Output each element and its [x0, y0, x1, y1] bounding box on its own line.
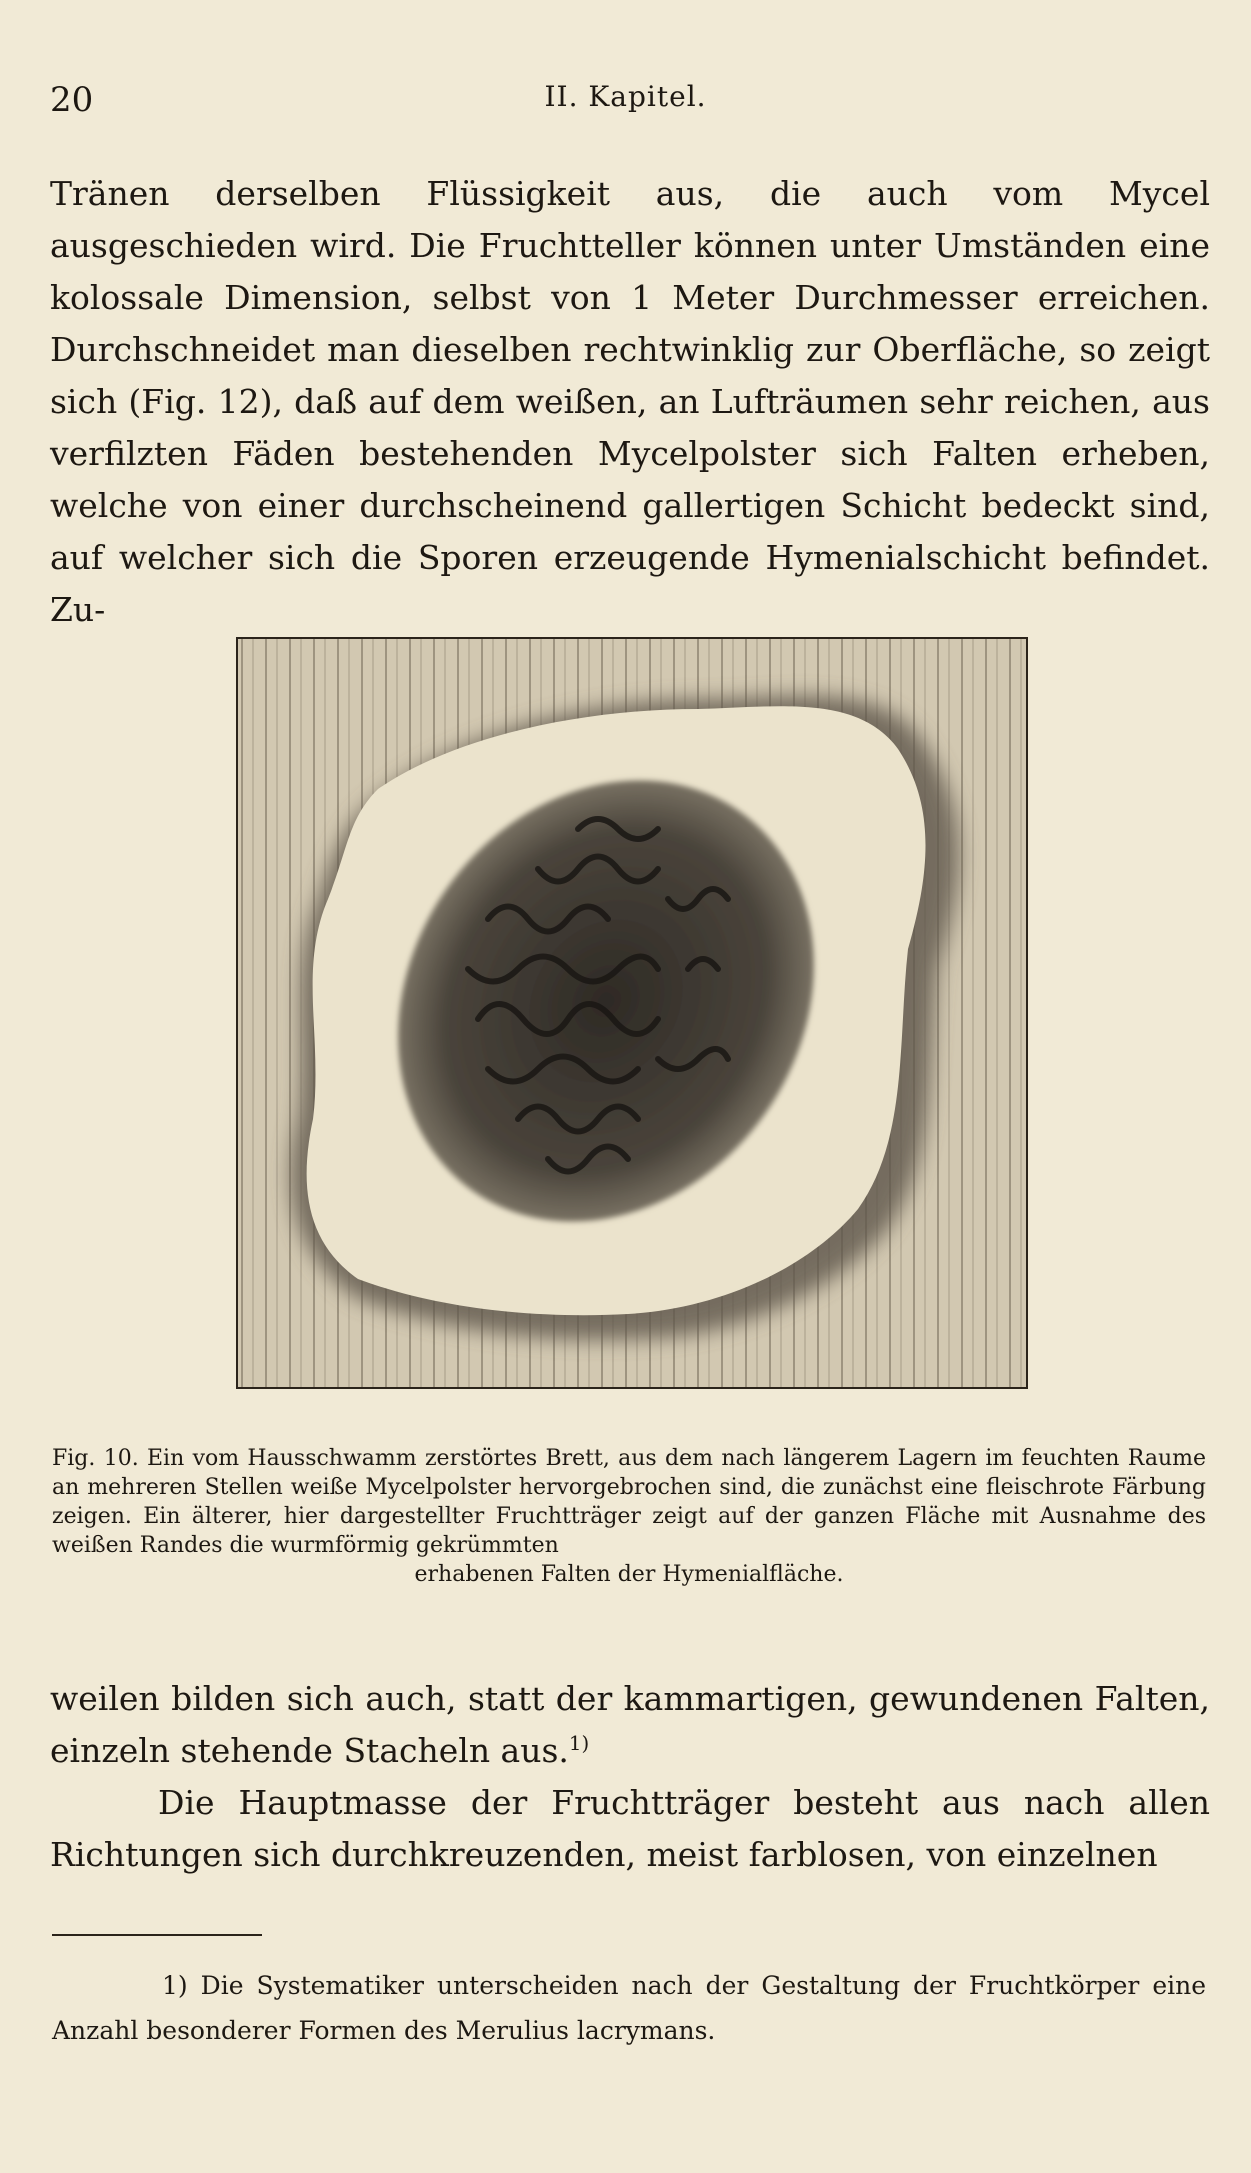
paragraph-text: weilen bilden sich auch, statt der kammartigen, gewundenen Falten, einzeln stehende Stacheln aus.: [50, 1679, 1210, 1770]
paragraph-continuation: Tränen derselben Flüssigkeit aus, die auch vom Mycel ausgeschieden wird. Die Fruchtteller können unter Umständen eine kolossale Dimension, selbst von 1 Meter Durchmesser erreichen. Durchschneidet man dieselben rechtwinklig zur Oberfläche, so zeigt sich (Fig. 12), daß auf dem weißen, an Lufträumen sehr reichen, aus verfilzten Fäden bestehenden Mycelpolster sich Falten erheben, welche von einer durchscheinend gallertigen Schicht bedeckt sind, auf welcher sich die Sporen erzeugende Hymenialschicht befindet. Zu-: [50, 174, 1210, 629]
fungus-board-illustration: [238, 639, 1026, 1387]
figure-caption: [52, 1444, 1206, 1589]
footnote-reference[interactable]: 1): [568, 1732, 590, 1755]
caption-text: Fig. 10. Ein vom Hausschwamm zerstörtes Brett, aus dem nach längerem Lagern im feuchten Raume an mehreren Stellen weiße Mycelpolster hervorgebrochen sind, die zunächst eine fleischrote Färbung zeigen. Ein älterer, hier dargestellter Fruchtträger zeigt auf der ganzen Fläche mit Ausnahme des weißen Randes die wurmförmig gekrümmten: [52, 1446, 1206, 1558]
body-text-top: [50, 168, 1210, 636]
footnote-mark: 1): [162, 1971, 188, 2000]
caption-last-line: erhabenen Falten der Hymenialfläche.: [414, 1562, 844, 1587]
figure-illustration: [236, 637, 1028, 1389]
footnote: [52, 1963, 1206, 2053]
footnote-divider: [52, 1934, 262, 1936]
footnote-text: Die Systematiker unterscheiden nach der Gestaltung der Fruchtkörper eine Anzahl besonderer Formen des Merulius lacrymans.: [52, 1971, 1207, 2045]
paragraph-main-mass: Die Hauptmasse der Fruchtträger besteht aus nach allen Richtungen sich durchkreuzenden, meist farblosen, von einzelnen: [50, 1783, 1210, 1874]
page-number: 20: [50, 80, 94, 120]
body-text-bottom: [50, 1673, 1210, 1881]
paragraph-line: [50, 1673, 1210, 1777]
running-head: II. Kapitel.: [544, 80, 707, 113]
